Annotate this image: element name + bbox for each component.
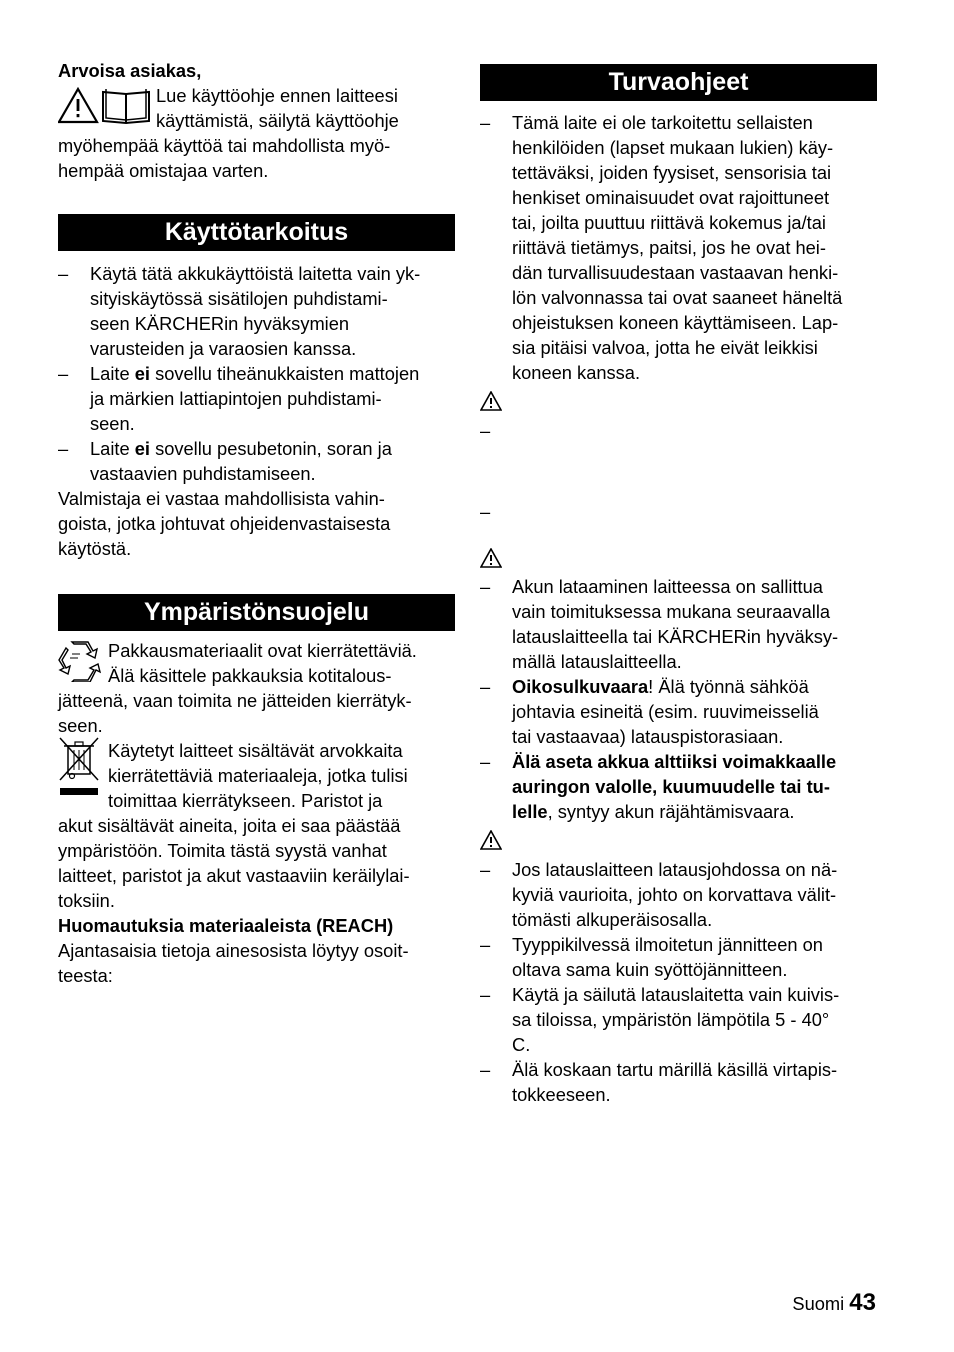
crossed-bin-icon: [58, 736, 102, 802]
kayttotarkoitus-list: [58, 261, 455, 486]
list-item: – Laite ei sovellu tiheänukkaisten mattojen ja märkien lattiapintojen puhdistami- seen.: [58, 361, 455, 436]
list-item: – Akun lataaminen laitteessa on sallittua vain toimituksessa mukana seuraavalla latauslaitteella tai KÄRCHERin hyväksy- mällä latauslaitteella.: [480, 574, 877, 674]
footer-language: Suomi: [792, 1293, 845, 1314]
intro-line: myöhempää käyttöä tai mahdollista myö-: [58, 135, 391, 156]
disclaimer-line: käytöstä.: [58, 538, 132, 559]
intro-line: käyttämistä, säilytä käyttöohje: [156, 110, 399, 131]
disclaimer-line: Valmistaja ei vastaa mahdollisista vahin-: [58, 488, 385, 509]
list-item: – Laite ei sovellu pesubetonin, soran ja vastaavien puhdistamiseen.: [58, 436, 455, 486]
warning-book-icon: [58, 87, 150, 125]
warning-triangle-icon: [480, 388, 877, 413]
section-heading-turvaohjeet: Turvaohjeet: [480, 64, 877, 101]
section-heading-kayttotarkoitus: Käyttötarkoitus: [58, 214, 455, 251]
intro-line: hempää omistajaa varten.: [58, 160, 269, 181]
list-item: – Tämä laite ei ole tarkoitettu sellaisten henkilöiden (lapset mukaan lukien) käy- tettäväksi, joiden fyysiset, sensorisia tai henkiset ominaisuudet ovat rajoittuneet tai, joilta puuttuu riittävä kokemus ja/tai riittävä tietämys, paitsi, jos he ovat hei- dän turvallisuudestaan vastaavan henki- lön valvonnassa tai ovat saaneet häneltä ohjeistuksen koneen käyttämiseen. Lap- sia pitäisi valvoa, jotta he eivät leikkisi koneen kanssa.: [480, 110, 877, 385]
empty-dash: –: [480, 420, 491, 441]
salutation: Arvoisa asiakas,: [58, 60, 202, 81]
charger-list: [480, 857, 877, 1107]
reach-title: Huomautuksia materiaaleista (REACH): [58, 915, 394, 936]
intro-block: [58, 83, 455, 183]
section-heading-ymparistonsuojelu: Ympäristönsuojelu: [58, 594, 455, 631]
disclaimer-line: goista, jotka johtuvat ohjeidenvastaisesta: [58, 513, 391, 534]
list-item: – Oikosulkuvaara! Älä työnnä sähköä johtavia esineitä (esim. ruuvimeisseliä tai vastaavaa) latauspistorasiaan.: [480, 674, 877, 749]
list-item: – Tyyppikilvessä ilmoitetun jännitteen on oltava sama kuin syöttöjännitteen.: [480, 932, 877, 982]
page-number: 43: [849, 1289, 876, 1316]
intro-icons: [58, 87, 150, 131]
list-item: – Käytä ja säilutä latauslaitetta vain kuivis- sa tiloissa, ympäristön lämpötila 5 - 40° C.: [480, 982, 877, 1057]
warning-triangle-icon: [480, 545, 877, 570]
list-item: – Älä koskaan tartu märillä käsillä virtapis- tokkeeseen.: [480, 1057, 877, 1107]
list-item: – Jos latauslaitteen latausjohdossa on nä- kyviä vaurioita, johto on korvattava välit- tömästi alkuperäisosalla.: [480, 857, 877, 932]
left-column: [58, 58, 455, 988]
list-item: – Älä aseta akkua alttiiksi voimakkaalle auringon valolle, kuumuudelle tai tu- lelle, syntyy akun räjähtämisvaara.: [480, 749, 877, 824]
empty-dash: –: [480, 501, 491, 522]
reach-line: Ajantasaisia tietoja ainesosista löytyy osoit-: [58, 940, 409, 961]
warning-triangle-icon: [480, 827, 877, 852]
turvaohjeet-list: [480, 110, 877, 385]
list-item: – Käytä tätä akkukäyttöistä laitetta vain yk- sityiskäytössä sisätilojen puhdistami- seen KÄRCHERin hyväksymien varusteiden ja varaosien kanssa.: [58, 261, 455, 361]
reach-line: teesta:: [58, 965, 113, 986]
intro-line: Lue käyttöohje ennen laitteesi: [156, 85, 398, 106]
right-column: [480, 64, 877, 1107]
recycling-icon: [58, 640, 102, 688]
weee-block: Käytetyt laitteet sisältävät arvokkaita kierrätettäviä materiaaleja, jotka tulisi toimittaa kierrätykseen. Paristot ja akut sisältävät aineita, joita ei saa päästää ympäristöön. Toimita tästä syystä vanhat laitteet, paristot ja akut vastaaviin keräilylai- toksiin.: [58, 738, 455, 913]
recycle-block: Pakkausmateriaalit ovat kierrätettäviä. Älä käsittele pakkauksia kotitalous- jätteenä, vaan toimita ne jätteiden kierrätyk- seen.: [58, 640, 417, 736]
charging-list: [480, 574, 877, 824]
page-footer: [792, 1290, 876, 1316]
